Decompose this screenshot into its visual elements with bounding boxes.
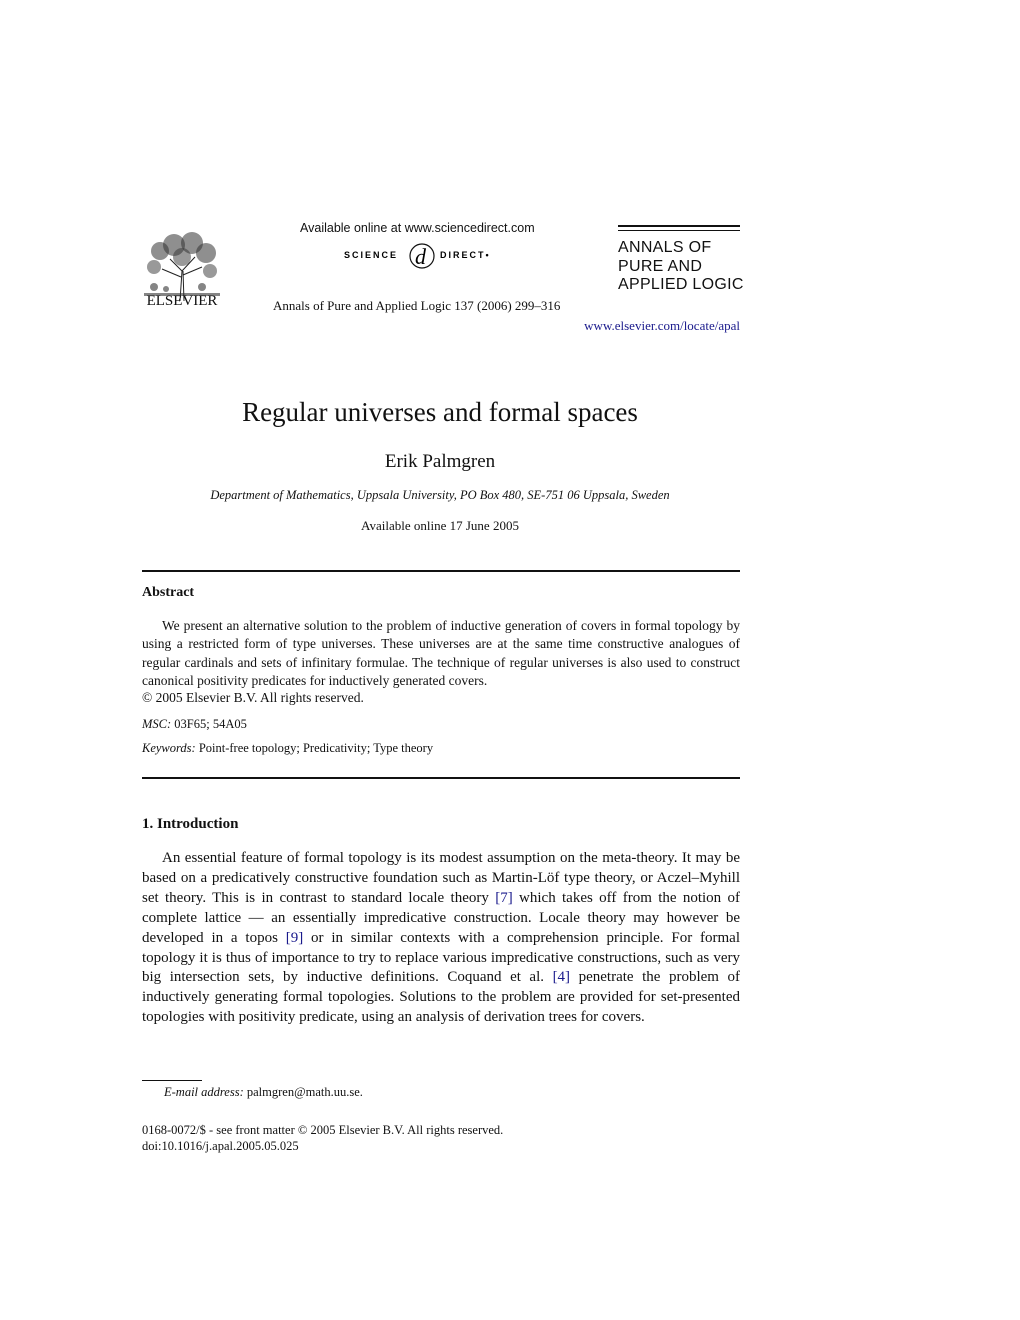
journal-name: [618, 239, 744, 295]
msc-label: MSC:: [142, 717, 172, 731]
doi-line: doi:10.1016/j.apal.2005.05.025: [142, 1139, 299, 1153]
citation-link[interactable]: [7]: [495, 889, 513, 906]
issn-line: 0168-0072/$ - see front matter © 2005 Elsevier B.V. All rights reserved.: [142, 1123, 504, 1137]
citation-link[interactable]: [9]: [285, 929, 304, 946]
journal-name-line: PURE AND: [618, 257, 703, 275]
journal-name-line: ANNALS OF: [618, 239, 712, 256]
paper-title: Regular universes and formal spaces: [242, 397, 638, 427]
journal-rule: [618, 230, 740, 231]
keywords: [142, 741, 433, 756]
intro-text: which takes off from the notion of complete lattice — an essentially impredicative construction. Locale theory may however be developed in a topos: [142, 889, 741, 946]
intro-text: An essential feature of formal topology is its modest assumption on the meta-theory. It may be based on a predicatively constructive foundation such as Martin-Löf type theory, or Aczel–Myhill set theory. This is in contrast to standard locale theory: [142, 850, 740, 906]
publisher-wordmark: ELSEVIER: [146, 293, 218, 309]
affiliation: Department of Mathematics, Uppsala University, PO Box 480, SE-751 06 Uppsala, Sweden: [210, 488, 670, 502]
journal-citation: Annals of Pure and Applied Logic 137 (2006) 299–316: [273, 298, 561, 313]
abstract-text: We present an alternative solution to the problem of inductive generation of covers in formal topology by using a restricted form of type universes. These universes are at the same time constructive analogues of regular cardinals and sets of infinitary formulae. The technique of regular universes is also used to construct canonical positivity predicates for inductively generated covers.: [142, 618, 740, 689]
introduction-paragraph: [142, 849, 740, 1028]
intro-text: penetrate the problem of inductively generating formal topologies. Solutions to the problem are provided for set-presented topologies with positivity predicate, using an analysis of derivation trees for covers.: [142, 969, 740, 1026]
available-online-header: Available online at www.sciencedirect.com: [300, 221, 535, 235]
footnote-rule: [142, 1080, 202, 1081]
msc-codes: [142, 717, 247, 732]
abstract-top-rule: [142, 570, 740, 572]
available-date: Available online 17 June 2005: [361, 518, 519, 533]
keywords-value: Point-free topology; Predicativity; Type theory: [198, 741, 434, 755]
intro-text: or in similar contexts with a comprehension principle. For formal topology it is thus of importance to try to replace various impredicative constructions, such as very big intersection sets, by inductive definitions. Coquand et al.: [142, 929, 740, 986]
email-value: palmgren@math.uu.se.: [246, 1085, 363, 1099]
journal-rule: [618, 225, 740, 227]
footnote-email: [164, 1085, 363, 1100]
sd-logo-mark: d: [415, 244, 426, 269]
introduction-body: [142, 849, 740, 1028]
citation-link[interactable]: [4]: [552, 969, 571, 986]
msc-value: 03F65; 54A05: [174, 717, 247, 731]
sd-logo-left: SCIENCE: [344, 250, 399, 260]
abstract-copyright: © 2005 Elsevier B.V. All rights reserved.: [142, 690, 364, 705]
email-label: E-mail address:: [164, 1085, 244, 1099]
sd-logo-right: DIRECT•: [440, 250, 491, 260]
abstract-body: [142, 617, 740, 691]
author-name: Erik Palmgren: [384, 451, 496, 472]
section-heading: 1. Introduction: [142, 816, 239, 832]
keywords-label: Keywords:: [142, 741, 196, 755]
sciencedirect-logo-icon: [344, 240, 504, 272]
abstract-bottom-rule: [142, 777, 740, 779]
journal-name-line: APPLIED LOGIC: [618, 276, 744, 293]
abstract-heading: Abstract: [142, 585, 195, 600]
journal-url-link[interactable]: www.elsevier.com/locate/apal: [584, 318, 740, 333]
